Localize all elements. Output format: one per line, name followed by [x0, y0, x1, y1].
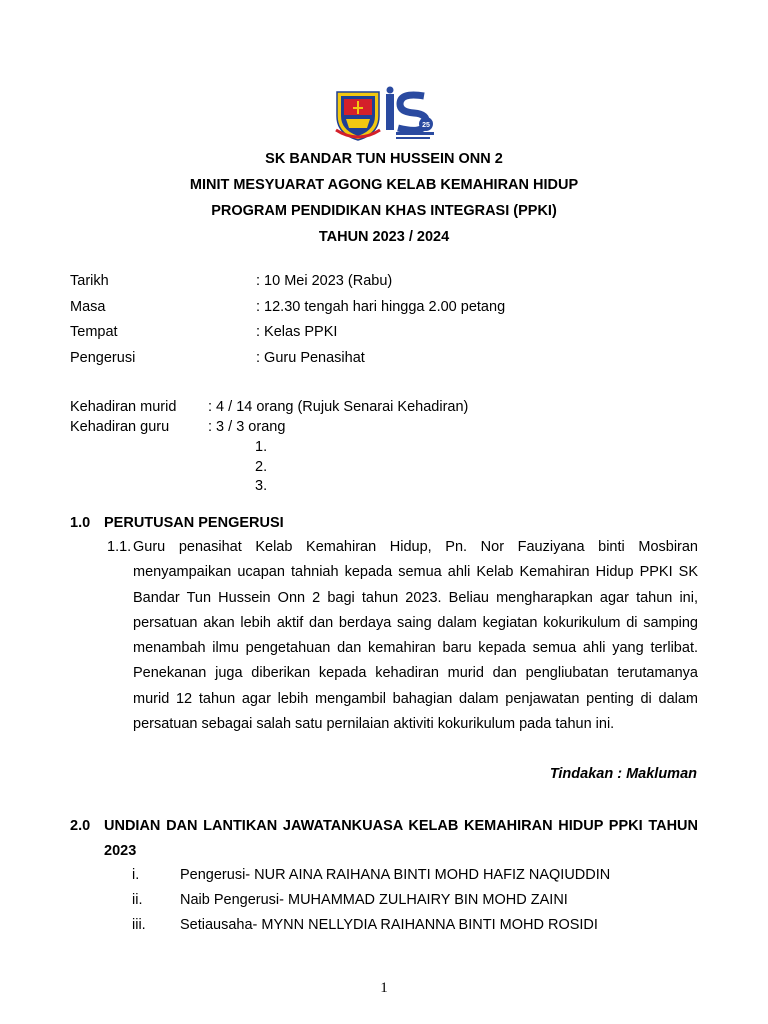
kehadiran-label: Kehadiran murid [70, 399, 177, 415]
info-label: Tempat [70, 324, 118, 340]
section-title: UNDIAN DAN LANTIKAN JAWATANKUASA KELAB KEMAHIRAN HIDUP PPKI TAHUN 2023 [104, 818, 698, 859]
document-title [0, 146, 768, 250]
section-number: 1.0 [70, 515, 91, 531]
roman-number: i. [132, 867, 140, 883]
kehadiran-value: : 4 / 14 orang (Rujuk Senarai Kehadiran) [208, 399, 469, 415]
kehadiran-label: Kehadiran guru [70, 419, 170, 435]
school-name: SK BANDAR TUN HUSSEIN ONN 2 [265, 151, 503, 167]
tindakan-label: Tindakan : Makluman [549, 766, 697, 782]
info-label: Tarikh [70, 273, 109, 289]
section-number: 2.0 [70, 818, 91, 834]
svg-text:25: 25 [422, 122, 430, 129]
info-label: Masa [70, 299, 106, 315]
section-2-heading [70, 814, 698, 864]
section-1-item [107, 535, 698, 737]
program-title: PROGRAM PENDIDIKAN KHAS INTEGRASI (PPKI) [211, 203, 557, 219]
section-title: PERUTUSAN PENGERUSI [104, 515, 284, 531]
year-title: TAHUN 2023 / 2024 [318, 229, 450, 245]
committee-text: Naib Pengerusi- MUHAMMAD ZULHAIRY BIN MOHD ZAINI [180, 892, 568, 908]
school-crest-icon [334, 86, 436, 142]
guru-list-item: 3. [255, 478, 268, 494]
roman-number: ii. [132, 892, 143, 908]
page-number: 1 [380, 980, 388, 996]
committee-text: Pengerusi- NUR AINA RAIHANA BINTI MOHD HAFIZ NAQIUDDIN [180, 867, 611, 883]
item-number: 1.1. [107, 539, 132, 555]
guru-number-list [255, 438, 267, 497]
kehadiran-value: : 3 / 3 orang [208, 419, 286, 435]
committee-text: Setiausaha- MYNN NELLYDIA RAIHANNA BINTI MOHD ROSIDI [180, 917, 598, 933]
info-value: : 10 Mei 2023 (Rabu) [256, 273, 393, 289]
item-paragraph: Guru penasihat Kelab Kemahiran Hidup, Pn. Nor Fauziyana binti Mosbiran menyampaikan ucapan tahniah kepada semua ahli Kelab Kemahiran Hidup PPKI SK Bandar Tun Hussein Onn 2 bagi tahun 2023. Beliau mengharapkan agar tahun ini, persatuan akan lebih aktif dan berdaya saing dalam kegiatan kokurikulum di samping menambah ilmu pengetahuan dan kemahiran baru kepada semua ahli yang terlibat. Penekanan juga diberikan kepada kehadiran murid dan pengliubatan terutamanya murid 12 tahun agar lebih mengambil bahagian dalam penjawatan penting di dalam persatuan sebagai salah satu pernilaian aktiviti kokurikulum pada tahun ini. [133, 539, 698, 733]
info-label: Pengerusi [70, 350, 136, 366]
info-value: : 12.30 tengah hari hingga 2.00 petang [256, 299, 506, 315]
guru-list-item: 1. [255, 439, 268, 455]
info-value: : Guru Penasihat [256, 350, 365, 366]
header-logos [334, 86, 436, 142]
minutes-title: MINIT MESYUARAT AGONG KELAB KEMAHIRAN HIDUP [189, 177, 579, 193]
guru-list-item: 2. [255, 458, 268, 475]
roman-number: iii. [132, 917, 146, 933]
info-value: : Kelas PPKI [256, 324, 338, 340]
is-25-logo-icon [386, 87, 434, 140]
